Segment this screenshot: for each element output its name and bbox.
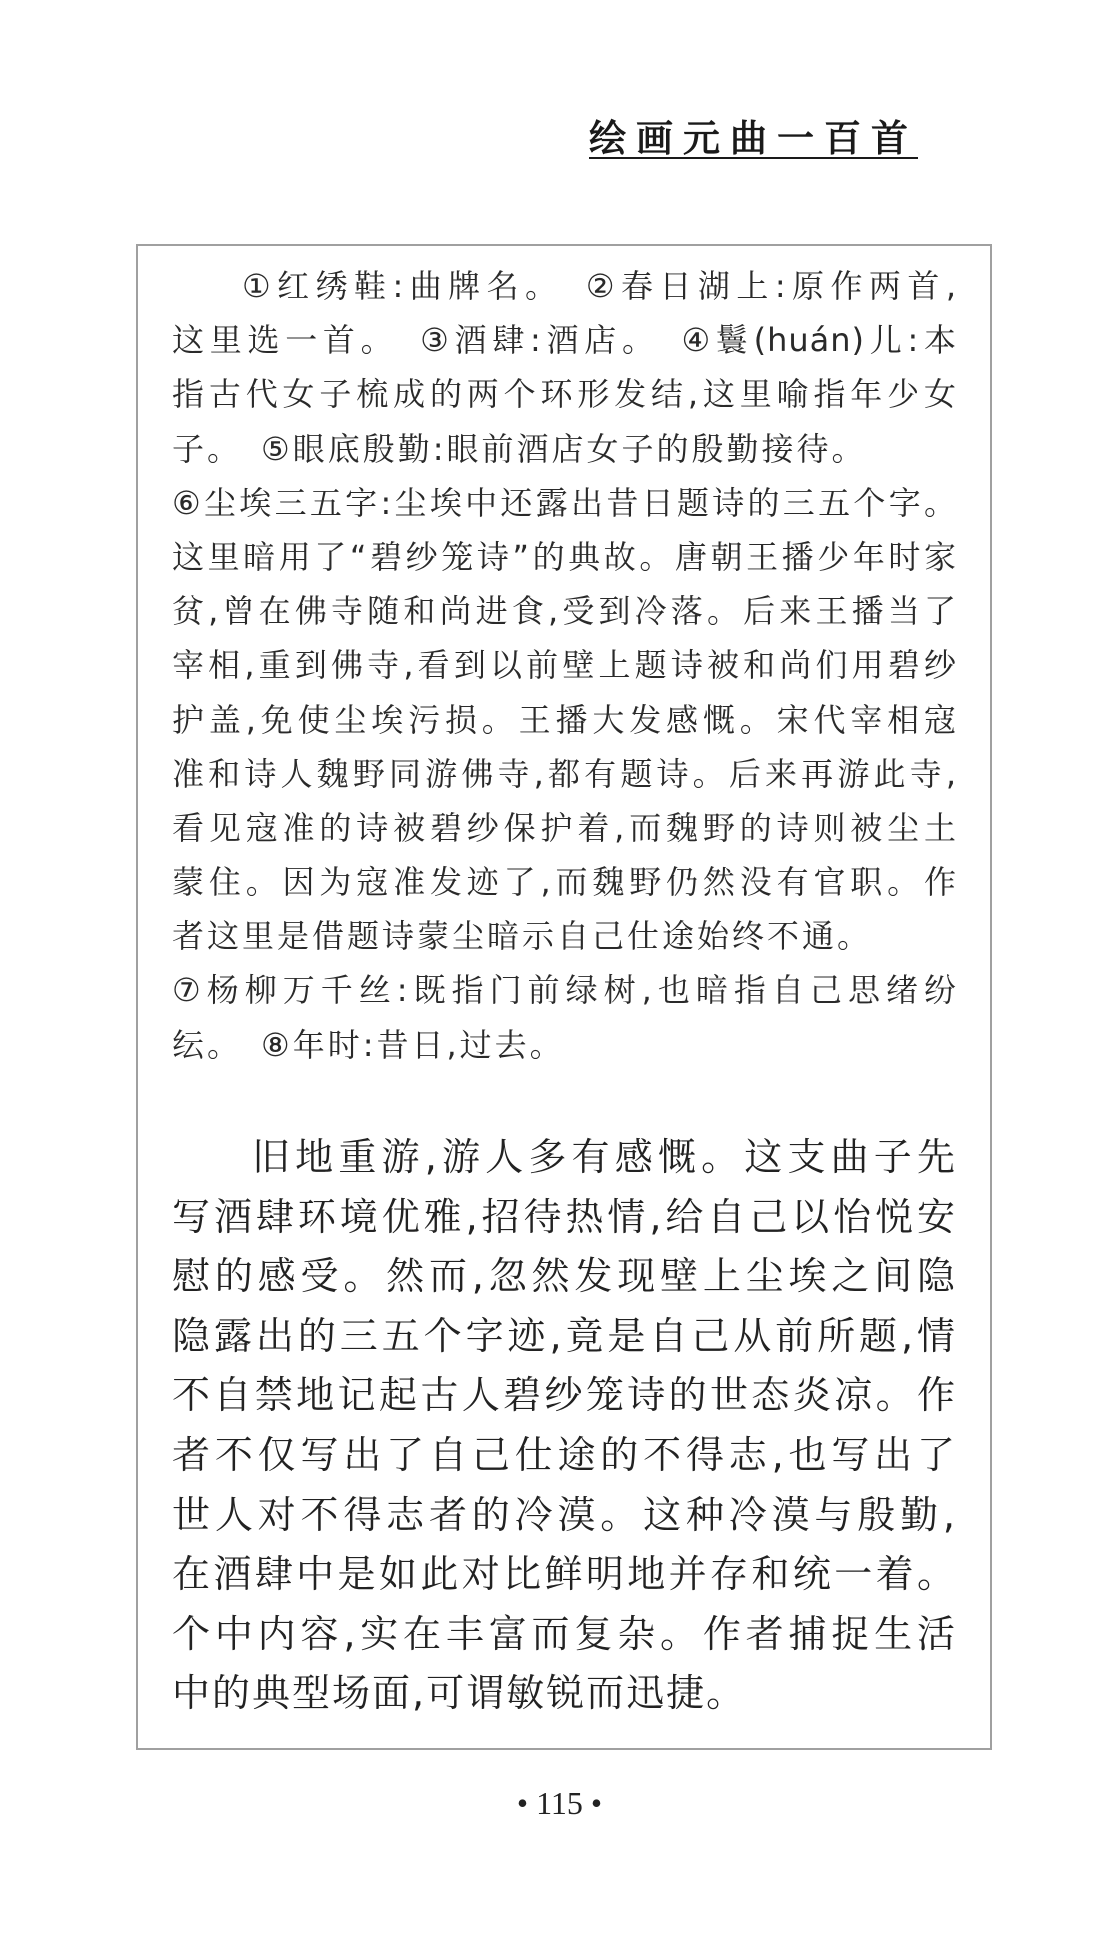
note-line: 指古代女子梳成的两个环形发结,这里喻指年少女 [172,375,957,414]
commentary-paragraph [172,1128,957,1724]
commentary-line: 隐露出的三五个字迹,竟是自己从前所题,情 [172,1313,957,1358]
commentary-line: 旧地重游,游人多有感慨。这支曲子先 [252,1135,957,1179]
commentary-line: 在酒肆中是如此对比鲜明地并存和统一着。 [172,1552,957,1597]
note-line: 蒙住。因为寇准发迹了,而魏野仍然没有官职。作 [172,863,957,902]
commentary-line: 个中内容,实在丰富而复杂。作者捕捉生活 [172,1611,957,1656]
note-line: 者这里是借题诗蒙尘暗示自己仕途始终不通。 [172,917,873,956]
commentary-line: 世人对不得志者的冷漠。这种冷漠与殷勤, [172,1492,957,1537]
note-line: ⑦杨柳万千丝:既指门前绿树,也暗指自己思绪纷 [172,971,957,1010]
commentary-line: 写酒肆环境优雅,招待热情,给自己以怡悦安 [172,1194,957,1239]
note-line: 贫,曾在佛寺随和尚进食,受到冷落。后来王播当了 [172,592,957,631]
annotation-notes [172,259,957,1072]
note-line: ⑥尘埃三五字:尘埃中还露出昔日题诗的三五个字。 [172,483,957,522]
commentary-line: 慰的感受。然而,忽然发现壁上尘埃之间隐 [172,1254,957,1299]
note-line: 宰相,重到佛寺,看到以前壁上题诗被和尚们用碧纱 [172,646,957,685]
commentary-line: 中的典型场面,可谓敏锐而迅捷。 [172,1671,747,1716]
commentary-line: 者不仅写出了自己仕途的不得志,也写出了 [172,1432,957,1477]
content-frame [136,244,992,1750]
running-title: 绘画元曲一百首 [589,117,918,160]
note-line: 准和诗人魏野同游佛寺,都有题诗。后来再游此寺, [172,754,957,793]
note-line: ①红绣鞋:曲牌名。 ②春日湖上:原作两首, [242,267,957,305]
note-line: 纭。 ⑧年时:昔日,过去。 [172,1025,565,1064]
note-line: 这里选一首。 ③酒肆:酒店。 ④鬟(huán)儿:本 [172,321,957,360]
commentary-line: 不自禁地记起古人碧纱笼诗的世态炎凉。作 [172,1373,957,1418]
note-line: 这里暗用了“碧纱笼诗”的典故。唐朝王播少年时家 [172,537,957,576]
note-line: 护盖,免使尘埃污损。王播大发感慨。宋代宰相寇 [172,700,957,739]
note-line: 看见寇准的诗被碧纱保护着,而魏野的诗则被尘土 [172,808,957,847]
note-line: 子。 ⑤眼底殷勤:眼前酒店女子的殷勤接待。 [172,429,867,468]
page-number: • 115 • [516,1785,603,1821]
